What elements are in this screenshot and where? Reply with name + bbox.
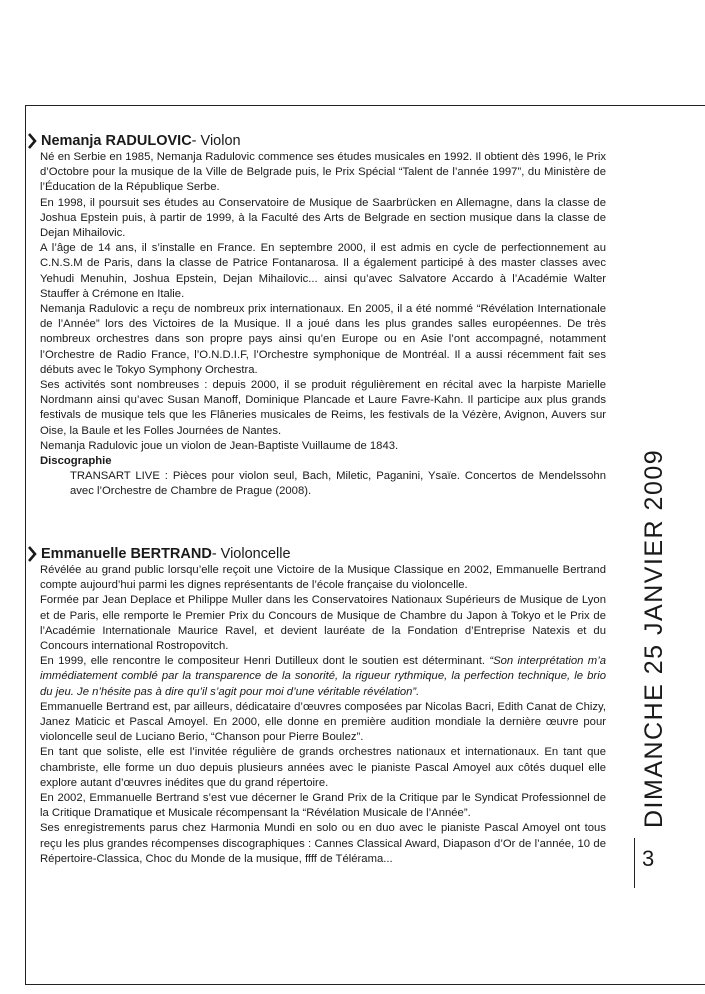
artist-role: - Violon [191, 133, 241, 149]
artist-name: Emmanuelle BERTRAND [41, 546, 212, 562]
bio-paragraph-dutilleux [40, 654, 606, 700]
bio-paragraph: A l’âge de 14 ans, il s’installe en France. En septembre 2000, il est admis en cycle de perfectionnement au C.N.S.M de Paris, dans la classe de Patrice Fontanarosa. Il a également participé à des master classes avec Yehudi Menuhin, Joshua Epstein, Dejan Mihailovic... ainsi qu’avec Salvatore Accardo à l’Académie Walter Stauffer à Crémone en Italie. [40, 242, 606, 300]
dutilleux-quote: “Son interprétation m’a immédiatement comblé par la transparence de la sonorité, la rigueur rythmique, la perfection technique, le brio du jeu. Je n’hésite pas à dire qu’il s’agit pour moi d’une véritable révélation”. [40, 655, 606, 698]
artist-role: - Violoncelle [211, 546, 291, 562]
discography-entry: TRANSART LIVE : Pièces pour violon seul, Bach, Miletic, Paganini, Ysaïe. Concertos de Mendelssohn avec l’Orchestre de Chambre de Prague (2008). [70, 470, 606, 498]
bio-paragraph: Nemanja Radulovic joue un violon de Jean-Baptiste Vuillaume de 1843. [40, 439, 399, 452]
artist-section-radulovic [40, 132, 606, 499]
bio-paragraph: Ses enregistrements parus chez Harmonia Mundi en solo ou en duo avec le pianiste Pascal Amoyel ont tous reçu les plus grandes récompenses discographiques : Cannes Classical Award, Diapason d’Or de l’année, 10 de Répertoire-Classica, Choc du Monde de la musique, ffff de Télérama... [40, 822, 606, 865]
bio-paragraph: Nemanja Radulovic a reçu de nombreux prix internationaux. En 2005, il a été nommé “Révélation Internationale de l’Année” lors des Victoires de la Musique. Il a joué dans les plus grandes salles européennes. De très nombreux orchestres dans son propre pays ainsi qu’en Europe ou en Asie l’ont accompagné, notamment l’Orchestre de Radio France, l’O.N.D.I.F, l’Orchestre symphonique de Montréal. Il a aussi récemment fait ses débuts avec le Tokyo Symphony Orchestra. [40, 303, 606, 376]
bio-paragraph: Né en Serbie en 1985, Nemanja Radulovic commence ses études musicales en 1992. Il obtient dès 1996, le Prix d’Octobre pour la musique de la Ville de Belgrade puis, le Prix Spécial “Talent de l’année 1997”, du Ministère de l’Éducation de la République Serbe. [40, 151, 606, 194]
bio-paragraph: Emmanuelle Bertrand est, par ailleurs, dédicataire d’œuvres composées par Nicolas Bacri, Edith Canat de Chizy, Janez Maticic et Pascal Amoyel. En 2000, elle donne en première audition mondiale la dernière œuvre pour violoncelle seul de Luciano Berio, “Chanson pour Pierre Boulez”. [40, 700, 606, 744]
page-number: 3 [642, 846, 655, 871]
chevron-right-icon [28, 133, 37, 149]
section-heading [28, 132, 606, 150]
bio-paragraph: Formée par Jean Deplace et Philippe Muller dans les Conservatoires Nationaux Supérieurs de Musique de Lyon et de Paris, elle remporte le Premier Prix du Concours de Musique de Chambre du Japon à Tokyo et le Prix de l’Académie Internationale Maurice Ravel, et devient lauréate de la Fondation d’Entreprise Natexis et du Concours international Rostropovitch. [40, 594, 606, 653]
bio-paragraph: En tant que soliste, elle est l’invitée régulière de grands orchestres nationaux et internationaux. En tant que chambriste, elle forme un duo depuis plusieurs années avec le pianiste Pascal Amoyel aux côtés duquel elle explore autant d’œuvres inédites que du grand répertoire. [40, 746, 606, 789]
page-number-divider [634, 838, 635, 888]
artist-section-bertrand [40, 545, 606, 867]
chevron-right-icon [28, 546, 37, 562]
concert-date-vertical: DIMANCHE 25 JANVIER 2009 [640, 448, 668, 828]
bio-paragraph: Ses activités sont nombreuses : depuis 2000, il se produit régulièrement en récital avec la harpiste Marielle Nordmann ainsi qu’avec Susan Manoff, Dominique Plancade et Laure Favre-Kahn. Il participe aux plus grands festivals de musique tels que les Flâneries musicales de Reims, les festivals de la Vézère, Avignon, Auvers sur Oise, la Baule et les Folles Journées de Nantes. [40, 379, 606, 437]
dutilleux-intro: En 1999, elle rencontre le compositeur Henri Dutilleux dont le soutien est déterminant. [40, 655, 490, 668]
artist-name: Nemanja RADULOVIC [41, 133, 192, 149]
bio-paragraph: En 1998, il poursuit ses études au Conservatoire de Musique de Saarbrücken en Allemagne, dans la classe de Joshua Epstein puis, à partir de 1999, à la Faculté des Arts de Belgrade en section musique dans la classe de Dejan Mihailovic. [40, 196, 606, 240]
section-heading [28, 545, 606, 563]
bio-paragraph: En 2002, Emmanuelle Bertrand s’est vue décerner le Grand Prix de la Critique par le Syndicat Professionnel de la Critique Dramatique et Musicale récompensant la “Révélation Musicale de l’Année”. [40, 792, 606, 820]
discography-heading: Discographie [40, 455, 112, 468]
bio-paragraph: Révélée au grand public lorsqu’elle reçoit une Victoire de la Musique Classique en 2002, Emmanuelle Bertrand compte aujourd’hui parmi les dignes représentants de l’école française du violoncelle. [40, 564, 606, 592]
